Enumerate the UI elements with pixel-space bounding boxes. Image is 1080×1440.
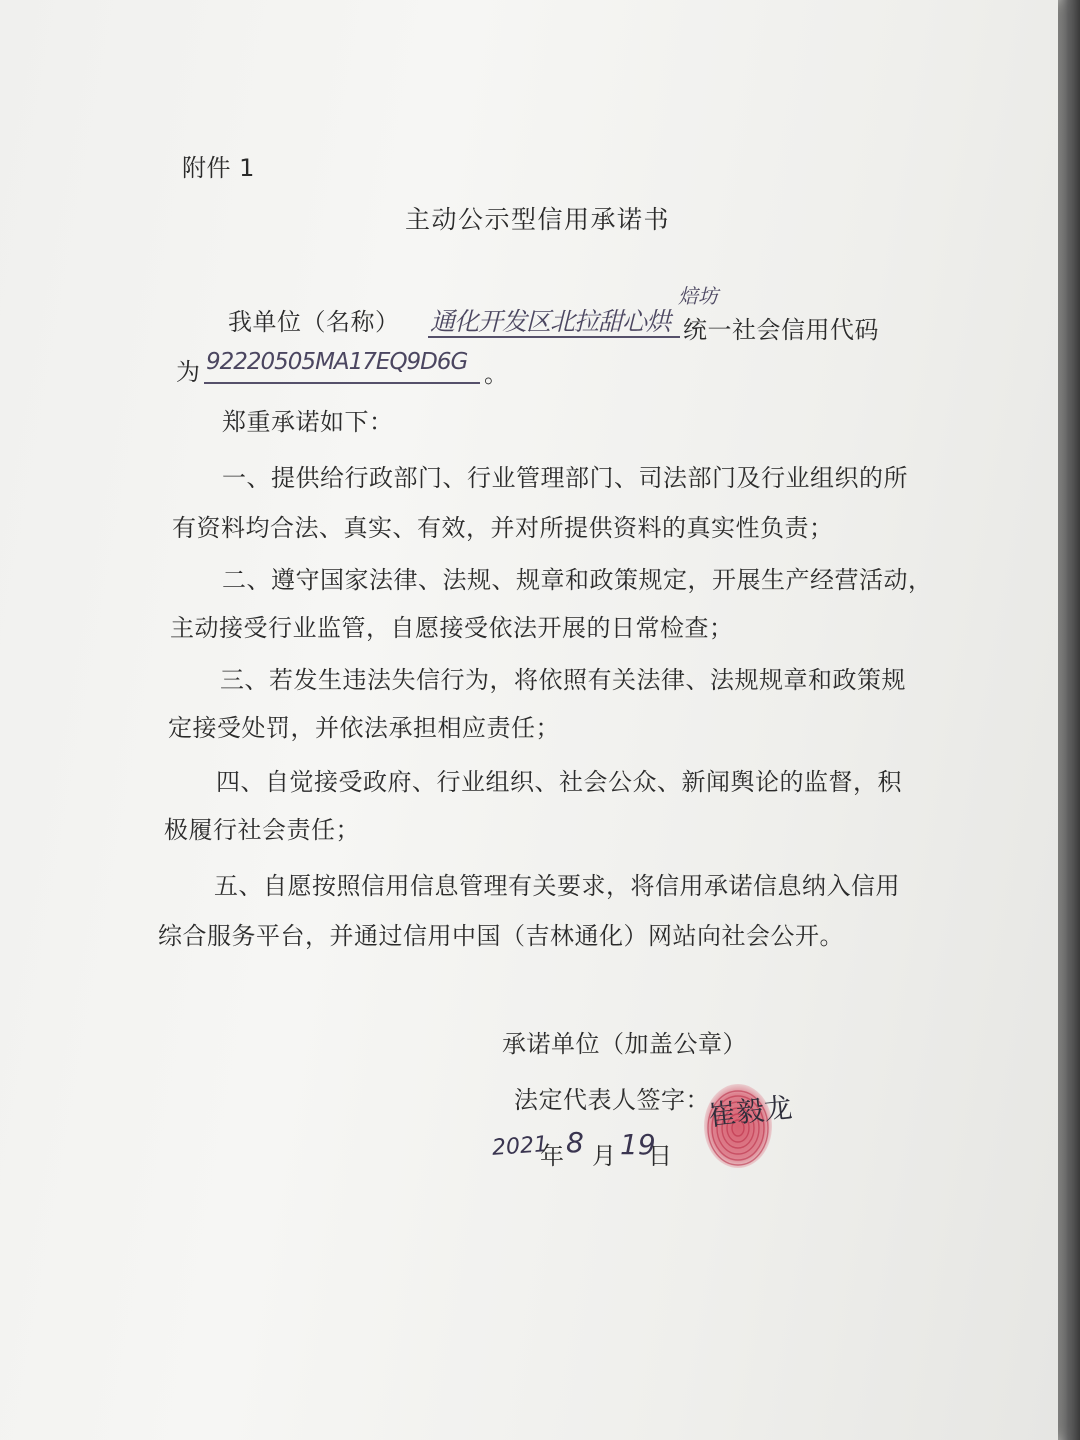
intro-line2-prefix: 为 xyxy=(176,358,201,386)
date-year-handwritten: 2021 xyxy=(491,1132,549,1161)
committing-unit-label: 承诺单位（加盖公章） xyxy=(502,1030,747,1058)
pledge-item-1-line1: 一、提供给行政部门、行业管理部门、司法部门及行业组织的所 xyxy=(222,464,908,492)
intro-line2-suffix: 。 xyxy=(484,360,509,388)
pledge-item-4-line1: 四、自觉接受政府、行业组织、社会公众、新闻舆论的监督，积 xyxy=(216,768,902,796)
handwritten-credit-code: 92220505MA17EQ9D6G xyxy=(206,349,468,375)
handwritten-company-name-addition: 焙坊 xyxy=(678,284,718,308)
pledge-item-3-line2: 定接受处罚，并依法承担相应责任； xyxy=(168,714,560,742)
attachment-label: 附件 1 xyxy=(182,154,255,182)
legal-rep-handwritten-signature: 崔毅龙 xyxy=(706,1090,794,1133)
handwritten-company-name: 通化开发区北拉甜心烘 xyxy=(430,307,671,336)
pledge-item-2-line1: 二、遵守国家法律、法规、规章和政策规定，开展生产经营活动， xyxy=(222,566,933,594)
intro-credit-code-label: 统一社会信用代码 xyxy=(683,316,879,344)
date-year-char: 年 xyxy=(540,1142,565,1170)
pledge-item-3-line1: 三、若发生违法失信行为，将依照有关法律、法规规章和政策规 xyxy=(220,666,906,694)
date-month-handwritten: 8 xyxy=(566,1126,584,1159)
pledge-item-1-line2: 有资料均合法、真实、有效，并对所提供资料的真实性负责； xyxy=(172,514,834,542)
pledge-heading: 郑重承诺如下： xyxy=(222,408,394,436)
credit-code-underline xyxy=(204,382,480,384)
pledge-item-5-line2: 综合服务平台，并通过信用中国（吉林通化）网站向社会公开。 xyxy=(158,922,844,950)
date-day-char: 日 xyxy=(648,1142,673,1170)
date-day-handwritten: 19 xyxy=(620,1128,656,1161)
company-name-underline xyxy=(428,336,680,338)
intro-prefix: 我单位（名称） xyxy=(228,308,400,336)
legal-rep-label: 法定代表人签字： xyxy=(514,1086,710,1114)
pledge-item-5-line1: 五、自愿按照信用信息管理有关要求，将信用承诺信息纳入信用 xyxy=(214,872,900,900)
pledge-item-2-line2: 主动接受行业监管，自愿接受依法开展的日常检查； xyxy=(170,614,734,642)
date-month-char: 月 xyxy=(592,1142,617,1170)
document-title: 主动公示型信用承诺书 xyxy=(405,205,671,234)
pledge-item-4-line2: 极履行社会责任； xyxy=(164,816,360,844)
